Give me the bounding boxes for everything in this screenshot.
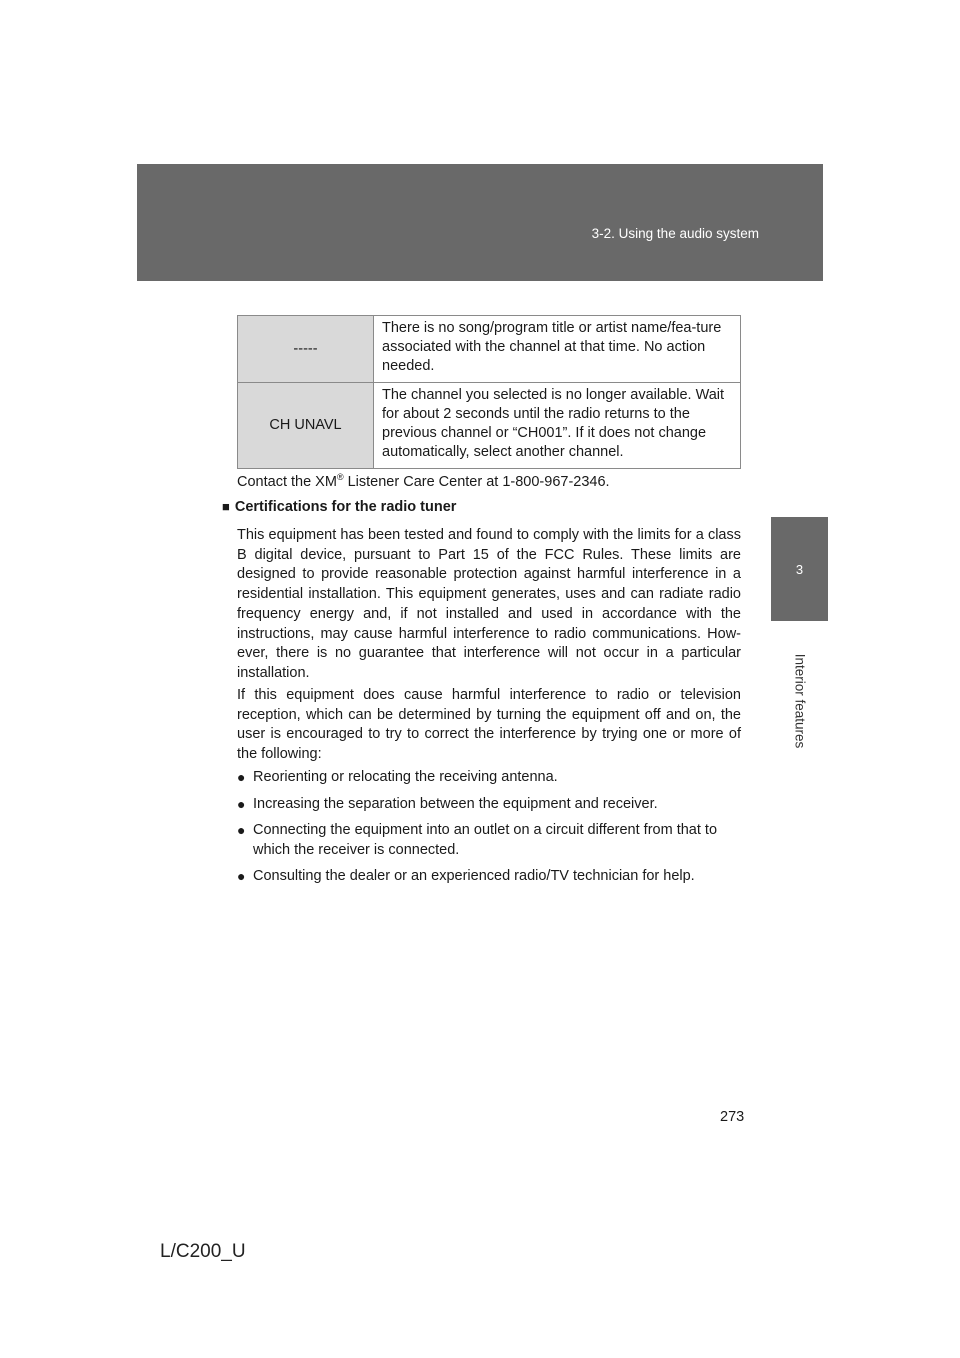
contact-line (237, 473, 741, 493)
paragraph: If this equipment does cause harmful interference to radio or television reception, which can be determined by turning the equipment off and on, the user is encouraged to try to correct the interference by trying one or more of the following: (237, 687, 741, 763)
message-description: There is no song/program title or artist name/fea-ture associated with the channel at that time. No action needed. (374, 316, 741, 383)
message-code: CH UNAVL (238, 383, 374, 469)
list-item (237, 867, 741, 887)
message-description: The channel you selected is no longer available. Wait for about 2 seconds until the radio returns to the previous channel or “CH001”. If it does not change automatically, select another channel. (374, 383, 741, 469)
list-item-text: Reorienting or relocating the receiving antenna. (253, 769, 558, 785)
table-row (238, 383, 741, 469)
list-item-text: Connecting the equipment into an outlet on a circuit different from that to which the receiver is connected. (253, 822, 718, 858)
chapter-label-text: Interior features (792, 653, 807, 749)
list-item-text: Consulting the dealer or an experienced radio/TV technician for help. (253, 868, 695, 884)
bullet-icon: ● (237, 796, 246, 812)
page-number: 273 (720, 1109, 745, 1125)
header-bar (137, 164, 823, 281)
bullet-icon: ● (237, 868, 246, 884)
document-code: L/C200_U (160, 1241, 246, 1262)
list-item (237, 821, 741, 860)
bullet-icon: ● (237, 822, 246, 838)
message-code: ----- (238, 316, 374, 383)
section-heading (222, 499, 456, 515)
paragraph: This equipment has been tested and found to comply with the limits for a class B digital device, pursuant to Part 15 of the FCC Rules. These limits are designed to provide reasonable protection against harmful interference in a residential installation. This equipment generates, uses and can radiate radio frequency energy and, if not installed and used in accordance with the instructions, may cause harmful interference to radio communications. How-ever, there is no guarantee that interference will not occur in a particular installation. (237, 527, 741, 681)
table-row (238, 316, 741, 383)
contact-text-before: Contact the XM (237, 474, 337, 490)
list-item (237, 768, 741, 788)
message-table (237, 315, 741, 469)
bullet-icon: ● (237, 769, 246, 785)
heading-text: Certifications for the radio tuner (234, 499, 457, 515)
chapter-tab-label (771, 621, 828, 781)
registered-mark: ® (336, 472, 344, 483)
square-bullet-icon: ■ (222, 499, 230, 514)
list-item (237, 795, 741, 815)
contact-text-after: Listener Care Center at 1-800-967-2346. (343, 474, 610, 490)
chapter-tab-number: 3 (771, 517, 828, 621)
list-item-text: Increasing the separation between the equipment and receiver. (253, 796, 658, 812)
section-title: 3-2. Using the audio system (591, 226, 759, 241)
